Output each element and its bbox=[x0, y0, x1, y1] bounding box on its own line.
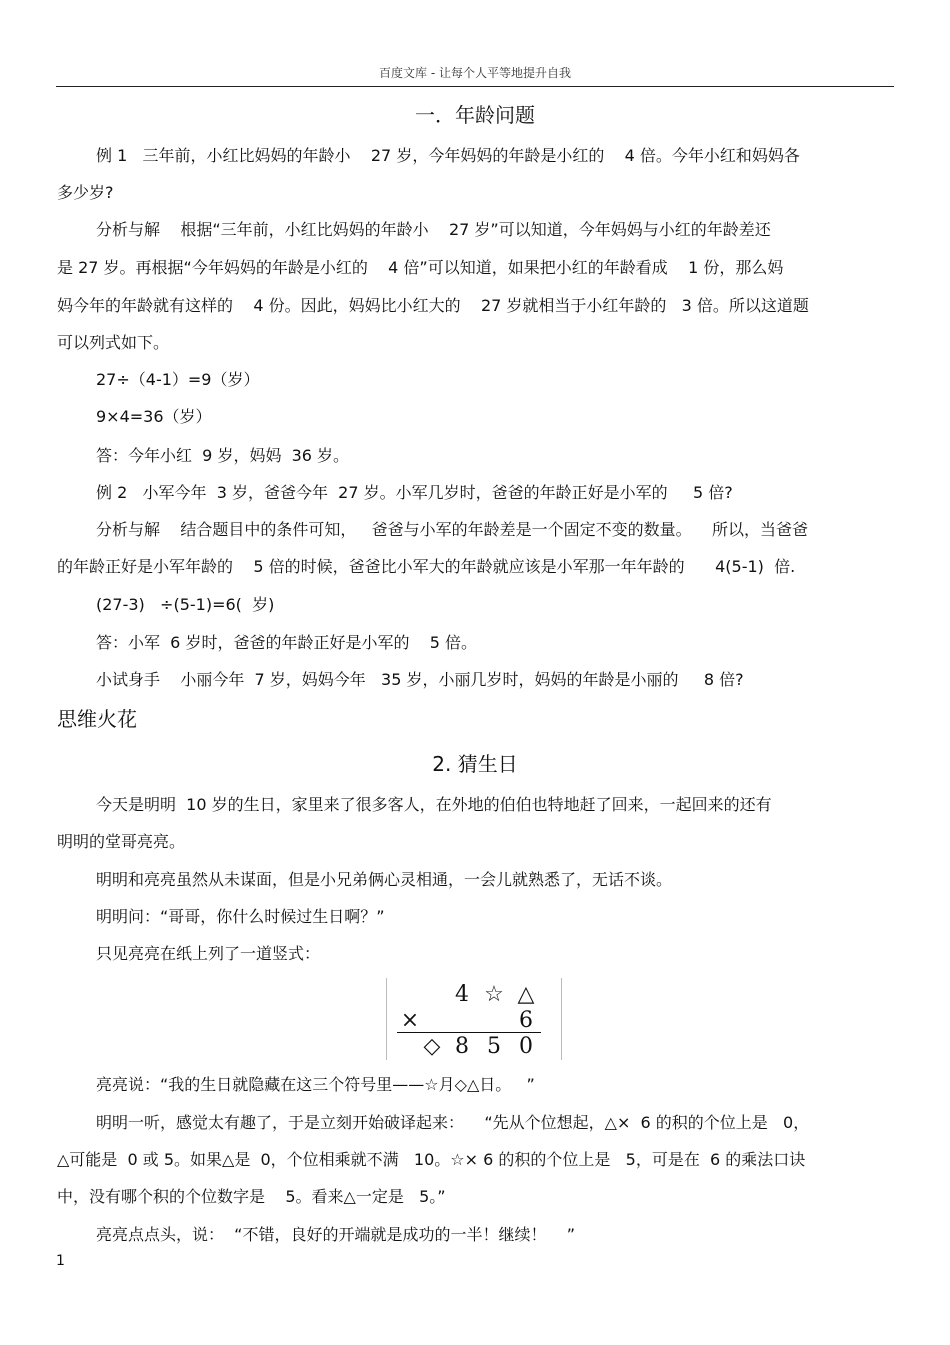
equation-line: (27-3) ÷(5-1)=6( 岁) bbox=[96, 595, 275, 614]
paragraph-line: 妈今年的年龄就有这样的 4 份。因此，妈妈比小红大的 27 岁就相当于小红年龄的 3 倍。所以这道题 bbox=[57, 296, 809, 315]
calc-digit: 4 bbox=[455, 982, 469, 1007]
paragraph-line: 亮亮点点头，说： “不错，良好的开端就是成功的一半！继续！ ” bbox=[96, 1225, 576, 1244]
paragraph-line: 例 2 小军今年 3 岁，爸爸今年 27 岁。小军几岁时，爸爸的年龄正好是小军的 5 倍? bbox=[96, 483, 733, 502]
vertical-multiplication bbox=[386, 978, 562, 1060]
section-title-age-problems: 一．年龄问题 bbox=[415, 103, 535, 127]
section-label-thinking-sparks: 思维火花 bbox=[57, 707, 137, 731]
paragraph-line: 分析与解 根据“三年前，小红比妈妈的年龄小 27 岁”可以知道，今年妈妈与小红的年龄差还 bbox=[96, 220, 771, 239]
calc-star-symbol: ☆ bbox=[484, 982, 504, 1007]
calc-diamond-symbol: ◇ bbox=[423, 1034, 441, 1059]
paragraph-line: 明明一听，感觉太有趣了，于是立刻开始破译起来： “先从个位想起，△× 6 的积的个位上是 0， bbox=[96, 1113, 810, 1132]
paragraph-line: 中，没有哪个积的个位数字是 5。看来△一定是 5。” bbox=[57, 1187, 446, 1206]
calc-digit: 0 bbox=[519, 1034, 533, 1059]
calc-triangle-symbol: △ bbox=[517, 982, 535, 1007]
section-title-guess-birthday: 2. 猜生日 bbox=[432, 752, 518, 776]
paragraph-line: 可以列式如下。 bbox=[57, 333, 170, 352]
paragraph-line: 只见亮亮在纸上列了一道竖式： bbox=[96, 944, 321, 963]
paragraph-line: 明明问：“哥哥，你什么时候过生日啊？” bbox=[96, 907, 385, 926]
paragraph-line: 明明的堂哥亮亮。 bbox=[57, 832, 186, 851]
header-rule bbox=[56, 86, 894, 87]
paragraph-line: 明明和亮亮虽然从未谋面，但是小兄弟俩心灵相通，一会儿就熟悉了，无话不谈。 bbox=[96, 870, 673, 889]
paragraph-line: 分析与解 结合题目中的条件可知， 爸爸与小军的年龄差是一个固定不变的数量。 所以，当爸爸 bbox=[96, 520, 808, 539]
paragraph-line: 例 1 三年前，小红比妈妈的年龄小 27 岁，今年妈妈的年龄是小红的 4 倍。今年小红和妈妈各 bbox=[96, 146, 800, 165]
paragraph-line: 是 27 岁。再根据“今年妈妈的年龄是小红的 4 倍”可以知道，如果把小红的年龄看成 1 份，那么妈 bbox=[57, 258, 784, 277]
paragraph-line: 多少岁? bbox=[57, 183, 114, 202]
paragraph-line: 今天是明明 10 岁的生日，家里来了很多客人，在外地的伯伯也特地赶了回来，一起回来的还有 bbox=[96, 795, 772, 814]
answer-line: 答：小军 6 岁时，爸爸的年龄正好是小军的 5 倍。 bbox=[96, 633, 478, 652]
calc-result-line bbox=[397, 1032, 541, 1033]
paragraph-line: 小试身手 小丽今年 7 岁，妈妈今年 35 岁，小丽几岁时，妈妈的年龄是小丽的 8 倍? bbox=[96, 670, 744, 689]
paragraph-line: 亮亮说：“我的生日就隐藏在这三个符号里——☆月◇△日。 ” bbox=[96, 1075, 535, 1094]
calc-digit: 5 bbox=[487, 1034, 501, 1059]
equation-line: 27÷（4-1）=9（岁） bbox=[96, 370, 260, 389]
page-number: 1 bbox=[56, 1253, 65, 1269]
calc-times-sign: × bbox=[400, 1008, 420, 1033]
equation-line: 9×4=36（岁） bbox=[96, 407, 212, 426]
paragraph-line: 的年龄正好是小军年龄的 5 倍的时候，爸爸比小军大的年龄就应该是小军那一年年龄的 4(5-1) 倍. bbox=[57, 557, 796, 576]
page-header: 百度文库 - 让每个人平等地提升自我 bbox=[379, 66, 571, 80]
paragraph-line: △可能是 0 或 5。如果△是 0，个位相乘就不满 10。☆× 6 的积的个位上是 5，可是在 6 的乘法口诀 bbox=[57, 1150, 806, 1169]
answer-line: 答：今年小红 9 岁，妈妈 36 岁。 bbox=[96, 446, 350, 465]
calc-digit: 8 bbox=[455, 1034, 469, 1059]
calc-digit: 6 bbox=[519, 1008, 533, 1033]
